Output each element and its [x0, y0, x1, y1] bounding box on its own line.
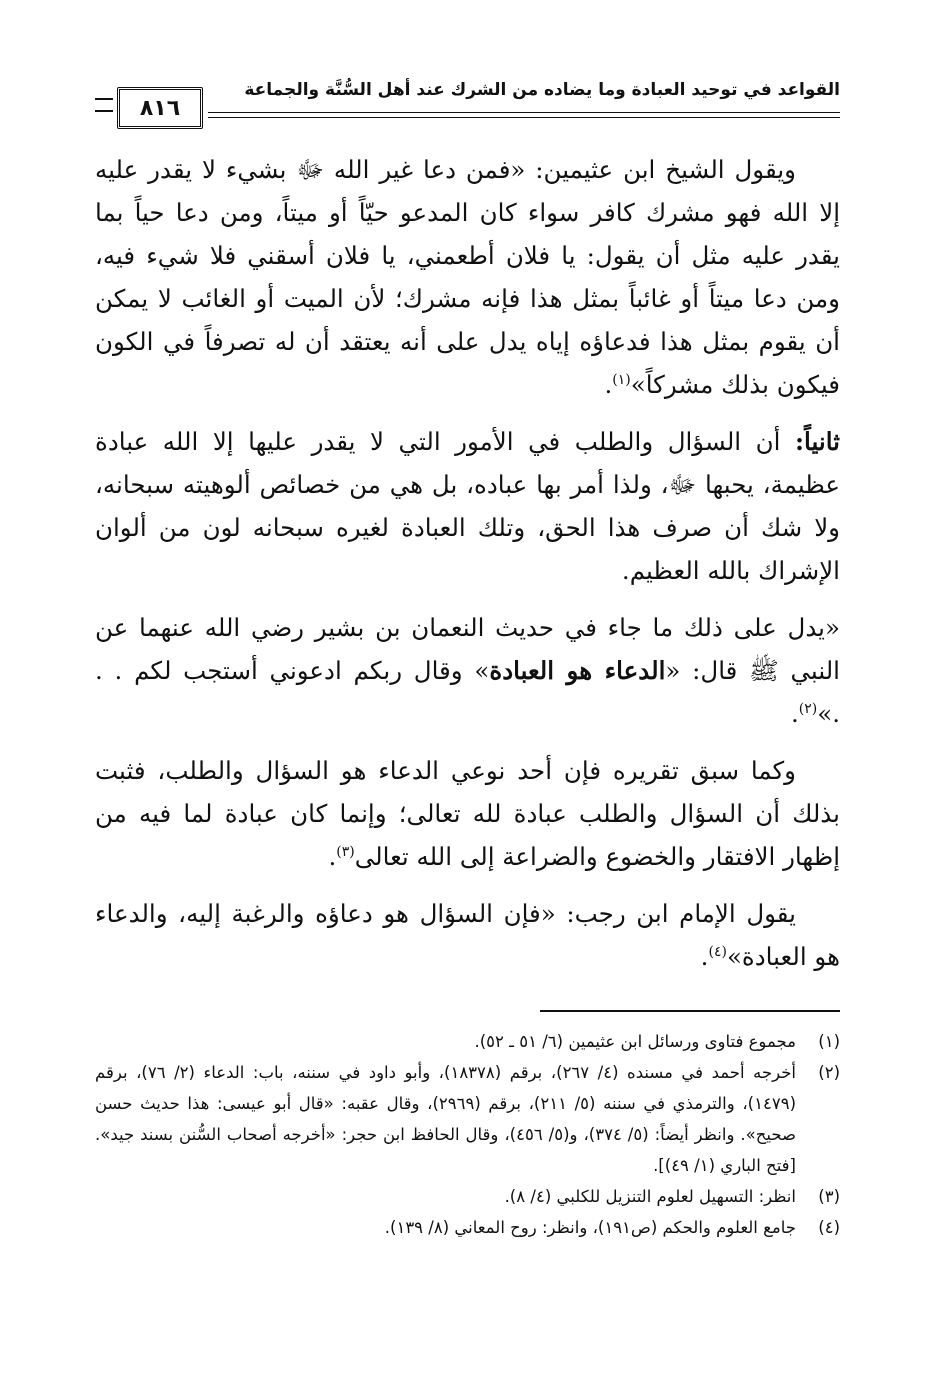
footnote-separator	[540, 1010, 840, 1012]
footnote-text: انظر: التسهيل لعلوم التنزيل للكلبي (٤/ ٨).	[504, 1187, 796, 1206]
footnote-ref-3[interactable]: (٣)	[336, 843, 355, 860]
footnote-text: أخرجه أحمد في مسنده (٤/ ٢٦٧)، برقم (١٨٣٧٨)، وأبو داود في سننه، باب: الدعاء (٢/ ٧٦)، برقم (١٤٧٩)، والترمذي في سننه (٥/ ٢١١)، برقم (٢٩٦٩)، وقال عقبه: «قال أبو عيسى: هذا حديث حسن صحيح». وانظر أيضاً: (٥/ ٣٧٤)، و(٥/ ٤٥٦)، وقال الحافظ ابن حجر: «أخرجه أصحاب السُّنن بسند جيد». [فتح الباري (١/ ٤٩)].	[95, 1063, 797, 1175]
footnote-ref-4[interactable]: (٤)	[708, 943, 727, 960]
paragraph-ibn-uthaymin: ويقول الشيخ ابن عثيمين: «فمن دعا غير الله ﷻ بشيء لا يقدر عليه إلا الله فهو مشرك كافر سواء كان المدعو حيّاً أو ميتاً، ومن دعا حياً بما يقدر عليه مثل أن يقول: يا فلان أطعمني، يا فلان أسقني فلا شيء فيه، ومن دعا ميتاً أو غائباً بمثل هذا فإنه مشرك؛ لأن الميت أو الغائب لا يمكن أن يقوم بمثل هذا فدعاؤه إياه يدل على أنه يعتقد أن له تصرفاً في الكون فيكون بذلك مشركاً»$^{(١)}$.	[95, 155, 840, 399]
footnote-item	[95, 1057, 840, 1181]
header-rule	[208, 112, 840, 113]
running-header	[95, 70, 840, 132]
paragraph-hadith: «يدل على ذلك ما جاء في حديث النعمان بن بشير رضي الله عنهما عن النبي ﷺ قال: «الدعاء هو العبادة» وقال ربكم ادعوني أستجب لكم . . .»$^{(٢)}$.	[95, 613, 840, 728]
footnotes	[95, 1026, 840, 1243]
footnote-number: (١)	[818, 1032, 840, 1051]
header-rule-thin	[208, 117, 840, 118]
section-lead: ثانياً:	[794, 427, 840, 456]
hadith-quote: الدعاء هو العبادة	[489, 656, 666, 685]
footnote-ref-2[interactable]: (٢)	[798, 700, 818, 717]
footnote-number: (٣)	[818, 1187, 840, 1206]
footnote-text: مجموع فتاوى ورسائل ابن عثيمين (٦/ ٥١ ـ ٥٢).	[474, 1032, 796, 1051]
main-text	[95, 148, 840, 978]
footnote-ref-1[interactable]: (١)	[612, 371, 631, 388]
footnote-number: (٢)	[818, 1063, 840, 1082]
paragraph-ibn-rajab: يقول الإمام ابن رجب: «فإن السؤال هو دعاؤه والرغبة إليه، والدعاء هو العبادة»$^{(٤)}$.	[95, 899, 840, 971]
footnote-text: جامع العلوم والحكم (ص١٩١)، وانظر: روح المعاني (٨/ ١٣٩).	[384, 1218, 796, 1237]
footnote-item	[95, 1181, 840, 1212]
paragraph-conclusion: وكما سبق تقريره فإن أحد نوعي الدعاء هو السؤال والطلب، فثبت بذلك أن السؤال والطلب عبادة لله تعالى؛ وإنما كان عبادة لما فيه من إظهار الافتقار والخضوع والضراعة إلى الله تعالى$^{(٣)}$.	[95, 756, 840, 871]
footnote-item	[95, 1212, 840, 1243]
footnote-number: (٤)	[818, 1218, 840, 1237]
footnote-item	[95, 1026, 840, 1057]
page-number: ٨١٦	[117, 87, 203, 129]
page-number-ornament	[95, 98, 113, 112]
book-page	[95, 70, 840, 1360]
running-title: القواعد في توحيد العبادة وما يضاده من الشرك عند أهل السُّنَّة والجماعة	[244, 80, 840, 100]
paragraph-second-point: ثانياً: أن السؤال والطلب في الأمور التي لا يقدر عليها إلا الله عبادة عظيمة، يحبها ﷻ، ولذا أمر بها عباده، بل هي من خصائص ألوهيته سبحانه، ولا شك أن صرف هذا الحق، وتلك العبادة لغيره سبحانه لون من ألوان الإشراك بالله العظيم.	[95, 427, 840, 585]
